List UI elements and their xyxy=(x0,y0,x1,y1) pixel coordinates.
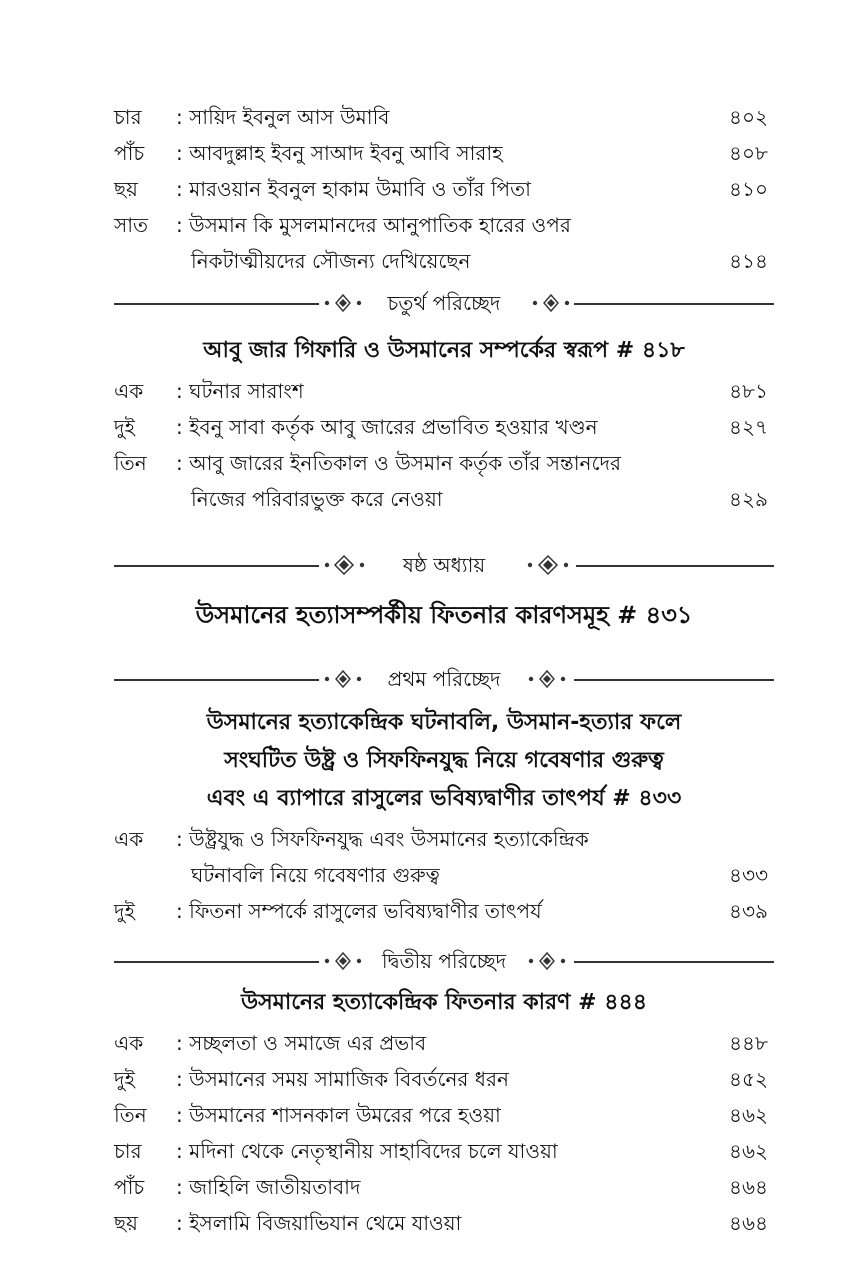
divider-rule xyxy=(574,679,774,681)
entry-page: ৪৪৮ xyxy=(729,1031,768,1055)
entry-page: ৪১৪ xyxy=(729,249,768,273)
entry-number: তিন xyxy=(114,1103,147,1127)
entry-page: ৪১০ xyxy=(729,177,768,201)
entry-number: চার xyxy=(114,1139,142,1163)
section-heading: উসমানের হত্যাকেন্দ্রিক ফিতনার কারণ # ৪৪৪ xyxy=(240,990,648,1015)
entry-page: ৪৬২ xyxy=(729,1103,768,1127)
entry-number: তিন xyxy=(114,451,147,475)
section-heading-line: এবং এ ব্যাপারে রাসুলের ভবিষ্যদ্বাণীর তাৎপর্য # ৪৩৩ xyxy=(206,786,682,811)
section-title: প্রথম পরিচ্ছেদ xyxy=(387,667,501,691)
entry-title: : উসমান কি মুসলমানদের আনুপাতিক হারের ওপর xyxy=(176,213,571,237)
entry-page: ৪৬২ xyxy=(729,1139,768,1163)
entry-page: ৪০২ xyxy=(729,105,768,129)
section-heading-line: উসমানের হত্যাকেন্দ্রিক ঘটনাবলি, উসমান-হত্যার ফলে xyxy=(206,710,682,735)
entry-page: ৪৬৪ xyxy=(729,1211,768,1235)
divider-rule xyxy=(574,961,774,963)
section-divider xyxy=(114,660,774,700)
entry-number: দুই xyxy=(114,1067,135,1091)
ornament-icon xyxy=(518,554,574,576)
entry-title: : উসমানের শাসনকাল উমরের পরে হওয়া xyxy=(176,1103,501,1127)
entry-title: : জাহিলি জাতীয়তাবাদ xyxy=(176,1175,361,1199)
entry-title-continued: নিকটাত্মীয়দের সৌজন্য দেখিয়েছেন xyxy=(191,249,471,273)
chapter-divider xyxy=(114,546,774,586)
entry-number: পাঁচ xyxy=(114,1175,145,1199)
entry-title: : সচ্ছলতা ও সমাজে এর প্রভাব xyxy=(176,1031,427,1055)
entry-number: পাঁচ xyxy=(114,141,145,165)
entry-title: : ঘটনার সারাংশ xyxy=(176,379,304,403)
entry-page: ৪৫২ xyxy=(729,1067,768,1091)
ornament-icon xyxy=(518,668,568,690)
entry-title-continued: নিজের পরিবারভুক্ত করে নেওয়া xyxy=(191,487,443,511)
section-heading-line: সংঘটিত উষ্ট্র ও সিফফিনযুদ্ধ নিয়ে গবেষণার গুরুত্ব xyxy=(224,748,664,773)
entry-title: : ফিতনা সম্পর্কে রাসুলের ভবিষ্যদ্বাণীর তাৎপর্য xyxy=(176,899,542,923)
section-divider xyxy=(114,284,774,324)
entry-number: চার xyxy=(114,105,142,129)
entry-title: : ইসলামি বিজয়াভিযান থেমে যাওয়া xyxy=(176,1211,462,1235)
chapter-title: ষষ্ঠ অধ্যায় xyxy=(402,553,486,577)
entry-title-continued: ঘটনাবলি নিয়ে গবেষণার গুরুত্ব xyxy=(191,863,440,887)
section-heading: আবু জার গিফারি ও উসমানের সম্পর্কের স্বরূপ # ৪১৮ xyxy=(203,338,685,363)
entry-page: ৪০৮ xyxy=(729,141,768,165)
entry-number: সাত xyxy=(114,213,149,237)
entry-title: : উসমানের সময় সামাজিক বিবর্তনের ধরন xyxy=(176,1067,509,1091)
entry-title: : মদিনা থেকে নেতৃস্থানীয় সাহাবিদের চলে যাওয়া xyxy=(176,1139,558,1163)
section-title: চতুর্থ পরিচ্ছেদ xyxy=(387,291,501,315)
entry-title: : সায়িদ ইবনুল আস উমাবি xyxy=(176,105,390,129)
entry-number: দুই xyxy=(114,899,135,923)
entry-page: ৪৩৯ xyxy=(729,899,768,923)
section-title: দ্বিতীয় পরিচ্ছেদ xyxy=(381,949,507,973)
chapter-heading: উসমানের হত্যাসম্পর্কীয় ফিতনার কারণসমূহ # ৪৩১ xyxy=(195,601,693,629)
divider-rule xyxy=(574,303,774,305)
entry-page: ৪২৭ xyxy=(729,415,768,439)
entry-number: দুই xyxy=(114,415,135,439)
divider-rule xyxy=(576,565,774,567)
section-divider xyxy=(114,942,774,982)
entry-title: : আবু জারের ইনতিকাল ও উসমান কর্তৃক তাঁর সন্তানদের xyxy=(176,451,621,475)
entry-number: ছয় xyxy=(114,1211,138,1235)
entry-number: এক xyxy=(114,827,144,851)
entry-number: এক xyxy=(114,1031,144,1055)
entry-page: ৪৮১ xyxy=(729,379,768,403)
ornament-icon xyxy=(522,292,572,314)
entry-page: ৪২৯ xyxy=(729,487,768,511)
entry-number: ছয় xyxy=(114,177,138,201)
entry-page: ৪৬৪ xyxy=(729,1175,768,1199)
entry-page: ৪৩৩ xyxy=(729,863,768,887)
entry-title: : আবদুল্লাহ ইবনু সাআদ ইবনু আবি সারাহ xyxy=(176,141,503,165)
entry-title: : মারওয়ান ইবনুল হাকাম উমাবি ও তাঁর পিতা xyxy=(176,177,531,201)
entry-title: : ইবনু সাবা কর্তৃক আবু জারের প্রভাবিত হওয়ার খণ্ডন xyxy=(176,415,598,439)
entry-number: এক xyxy=(114,379,144,403)
ornament-icon xyxy=(518,950,568,972)
entry-title: : উষ্ট্রযুদ্ধ ও সিফফিনযুদ্ধ এবং উসমানের হত্যাকেন্দ্রিক xyxy=(176,827,589,851)
